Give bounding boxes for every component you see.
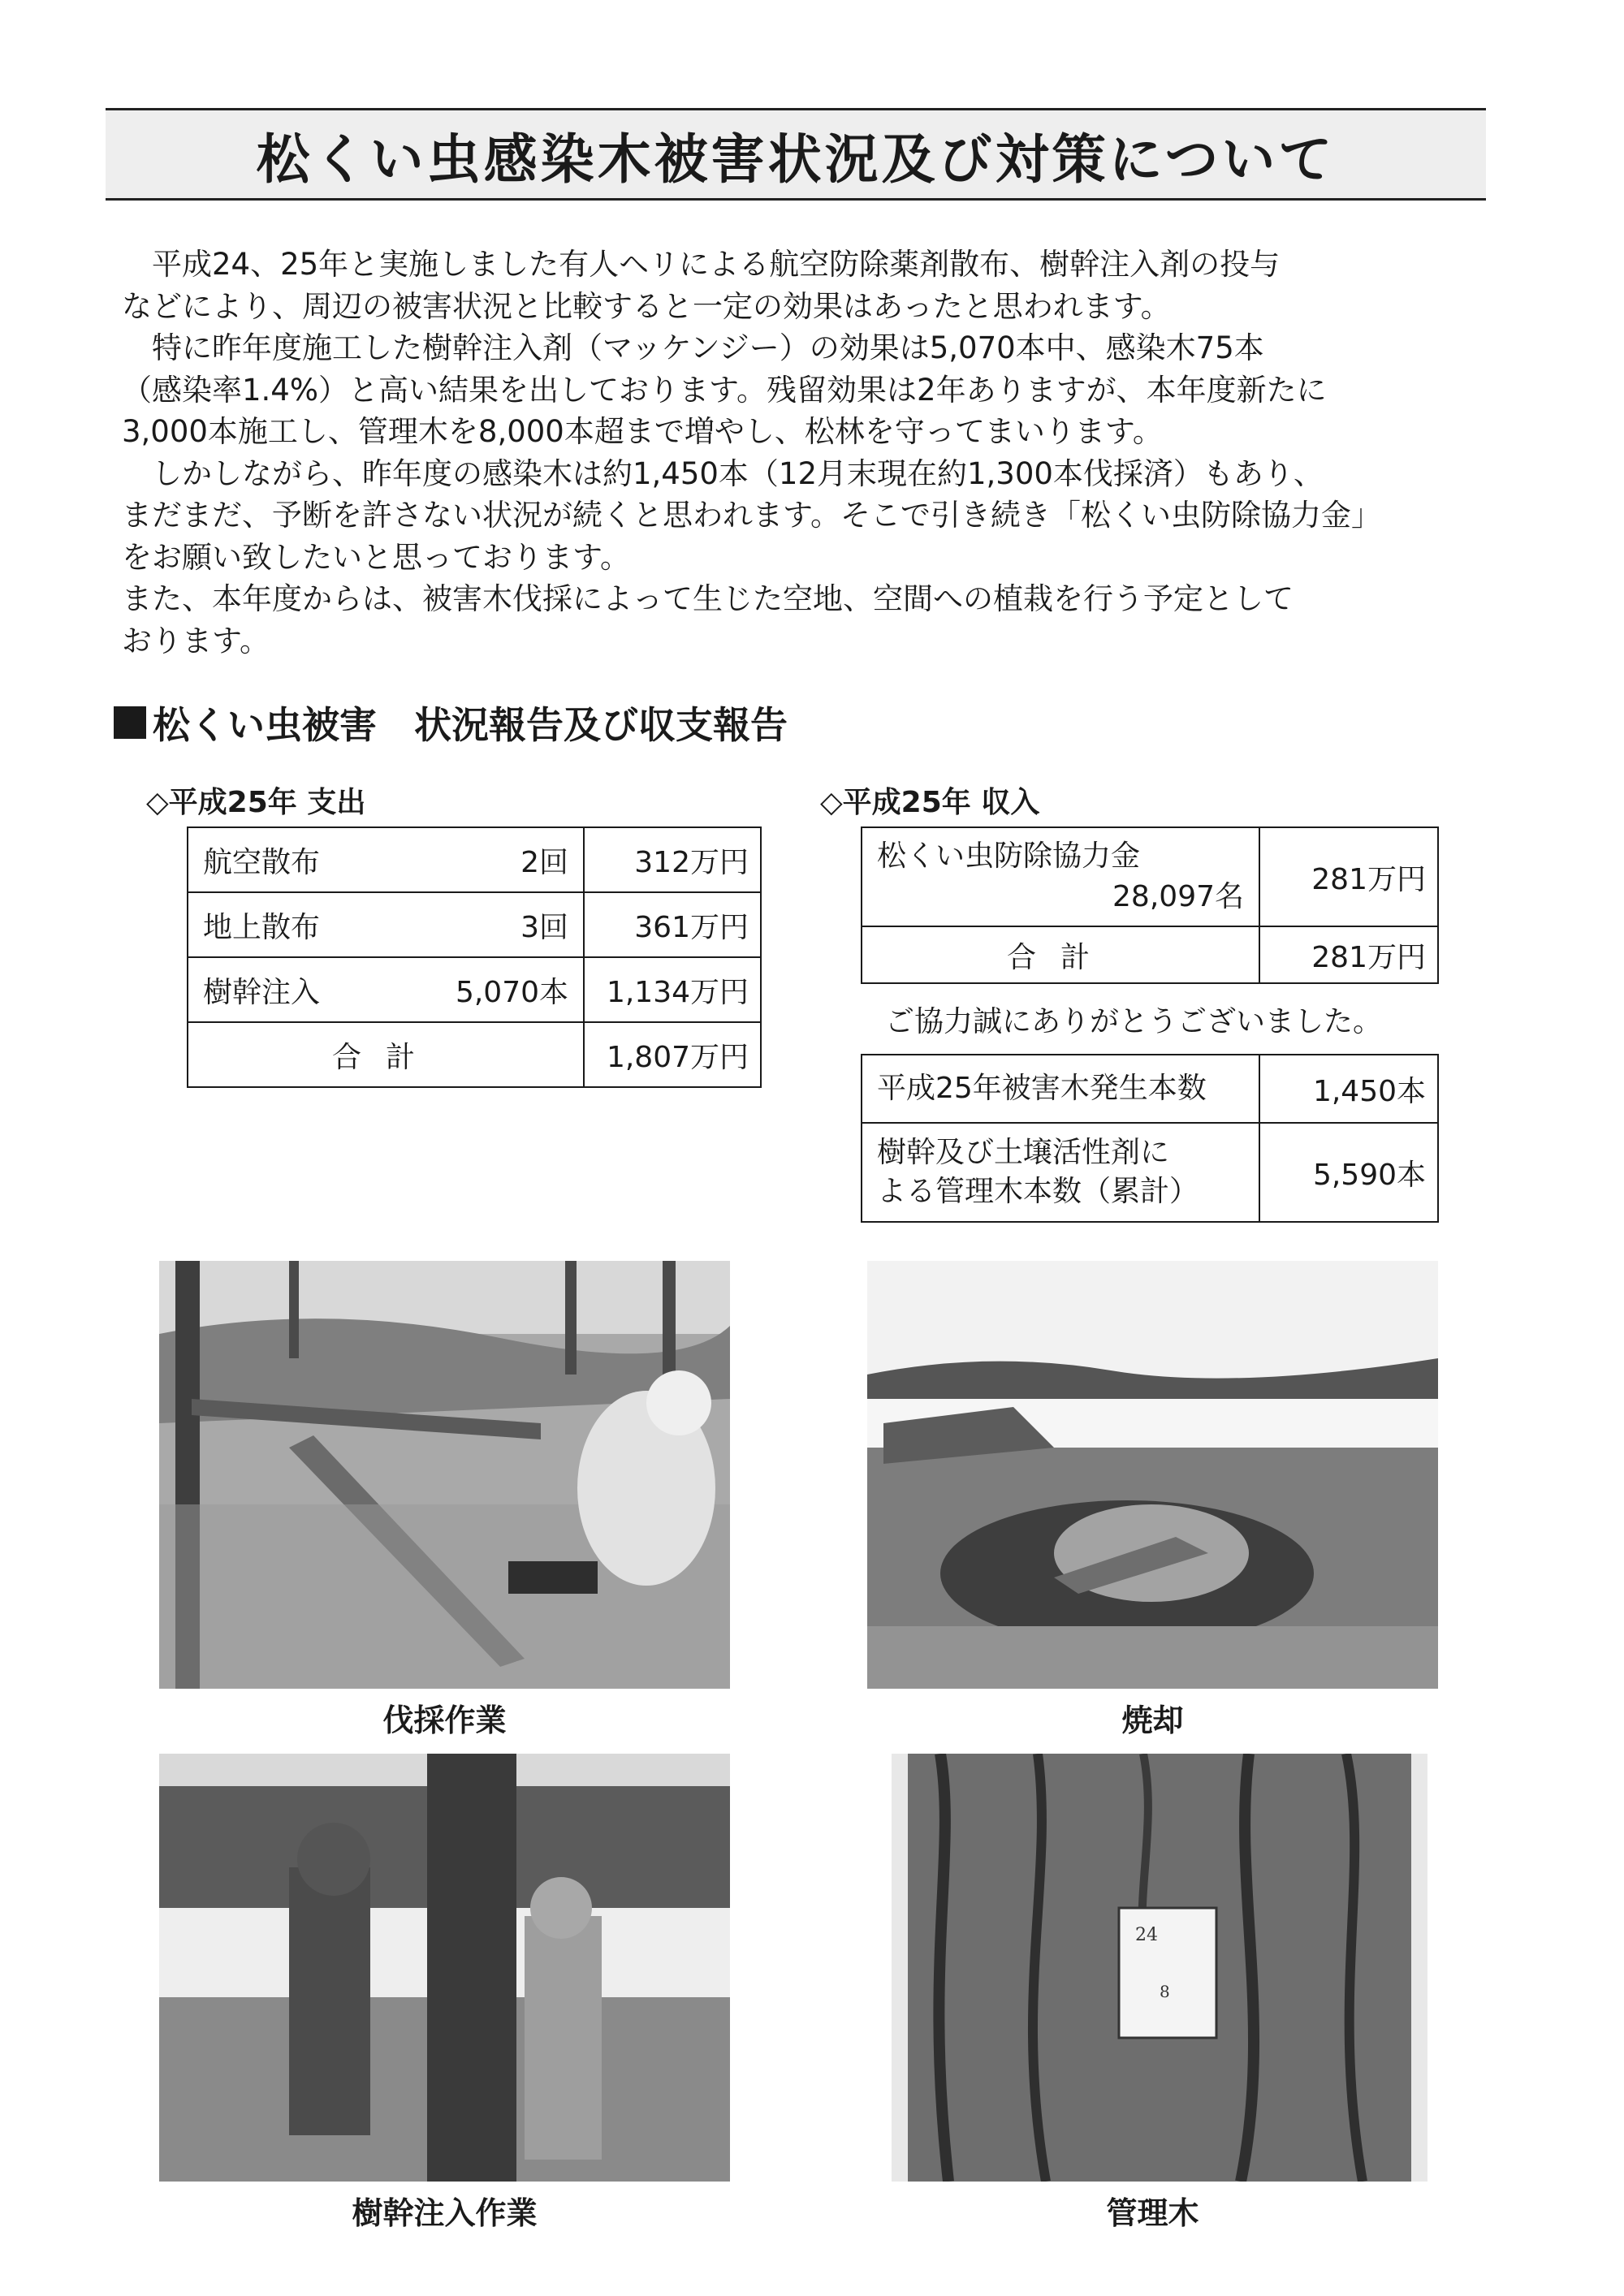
- page-title: 松くい虫感染木被害状況及び対策について: [256, 127, 1336, 191]
- count-label: 平成25年被害木発生本数: [862, 1055, 1259, 1123]
- expense-qty: 5,070本: [455, 975, 568, 1009]
- expense-item-cell: [188, 957, 584, 1022]
- burning-photo: [867, 1261, 1438, 1689]
- income-count: 28,097名: [1112, 880, 1244, 913]
- expense-item-cell: [188, 892, 584, 957]
- title-band: [106, 108, 1486, 201]
- count-value: 1,450本: [1259, 1055, 1438, 1123]
- table-row: [862, 827, 1438, 926]
- income-heading: ◇平成25年 収入: [820, 786, 1040, 819]
- intro-line: （感染率1.4%）と高い結果を出しております。残留効果は2年ありますが、本年度新たに: [122, 372, 1327, 408]
- table-row: [862, 926, 1438, 983]
- expense-amount: 361万円: [584, 892, 761, 957]
- expense-item: 地上散布: [203, 910, 321, 944]
- table-row: [188, 957, 761, 1022]
- intro-line: まだまだ、予断を許さない状況が続くと思われます。そこで引き続き「松くい虫防除協力金」: [122, 498, 1382, 533]
- felling-caption: 伐採作業: [382, 1703, 507, 1738]
- table-row: [188, 892, 761, 957]
- table-row: [188, 827, 761, 892]
- count-label-line2: よる管理木本数（累計）: [877, 1175, 1199, 1208]
- tree-count-table: [861, 1054, 1439, 1223]
- expense-qty: 2回: [520, 845, 568, 879]
- intro-line: また、本年度からは、被害木伐採によって生じた空地、空間への植栽を行う予定として: [122, 581, 1294, 616]
- income-item: 松くい虫防除協力金: [877, 839, 1141, 873]
- income-total-label: 合計: [862, 926, 1259, 983]
- managed-tree-photo: [892, 1754, 1427, 2182]
- count-value: 5,590本: [1259, 1123, 1438, 1222]
- count-label: 樹幹及び土壌活性剤に: [877, 1136, 1170, 1169]
- injection-photo: [159, 1754, 730, 2182]
- tag-number-bottom: 8: [1160, 1982, 1170, 2001]
- intro-line: 3,000本施工し、管理木を8,000本超まで増やし、松林を守ってまいります。: [122, 414, 1163, 449]
- intro-line: をお願い致したいと思っております。: [122, 539, 631, 575]
- intro-line: しかしながら、昨年度の感染木は約1,450本（12月末現在約1,300本伐採済）もあり、: [122, 455, 1324, 491]
- expense-total-label: 合計: [188, 1022, 584, 1087]
- income-total-amount: 281万円: [1259, 926, 1438, 983]
- injection-caption: 樹幹注入作業: [352, 2195, 538, 2231]
- table-row: [862, 1123, 1438, 1222]
- intro-line: 特に昨年度施工した樹幹注入剤（マッケンジー）の効果は5,070本中、感染木75本: [122, 330, 1264, 365]
- square-bullet-icon: [114, 706, 146, 739]
- expense-qty: 3回: [520, 910, 568, 944]
- expenses-table: [187, 826, 762, 1088]
- income-item-cell: [862, 827, 1259, 926]
- intro-line: 平成24、25年と実施しました有人ヘリによる航空防除薬剤散布、樹幹注入剤の投与: [122, 247, 1281, 282]
- intro-line: おります。: [122, 623, 270, 658]
- intro-line: などにより、周辺の被害状況と比較すると一定の効果はあったと思われます。: [122, 288, 1171, 324]
- expense-item-cell: [188, 827, 584, 892]
- expense-item: 航空散布: [203, 845, 321, 879]
- income-amount: 281万円: [1259, 827, 1438, 926]
- count-label-cell: [862, 1123, 1259, 1222]
- burning-caption: 焼却: [1121, 1703, 1184, 1738]
- expenses-heading: ◇平成25年 支出: [146, 786, 366, 819]
- expense-amount: 1,134万円: [584, 957, 761, 1022]
- table-row: [862, 1055, 1438, 1123]
- expense-total-amount: 1,807万円: [584, 1022, 761, 1087]
- income-table: [861, 826, 1439, 984]
- table-row: [188, 1022, 761, 1087]
- expense-amount: 312万円: [584, 827, 761, 892]
- felling-photo: [159, 1261, 730, 1689]
- expense-item: 樹幹注入: [203, 975, 321, 1009]
- intro-text: [122, 244, 1478, 662]
- tag-number-top: 24: [1135, 1925, 1158, 1945]
- managed-tree-caption: 管理木: [1106, 2195, 1199, 2231]
- section-title-text: 松くい虫被害 状況報告及び収支報告: [153, 703, 788, 747]
- thanks-text: ご協力誠にありがとうございました。: [885, 1005, 1383, 1038]
- section-title: [114, 698, 788, 747]
